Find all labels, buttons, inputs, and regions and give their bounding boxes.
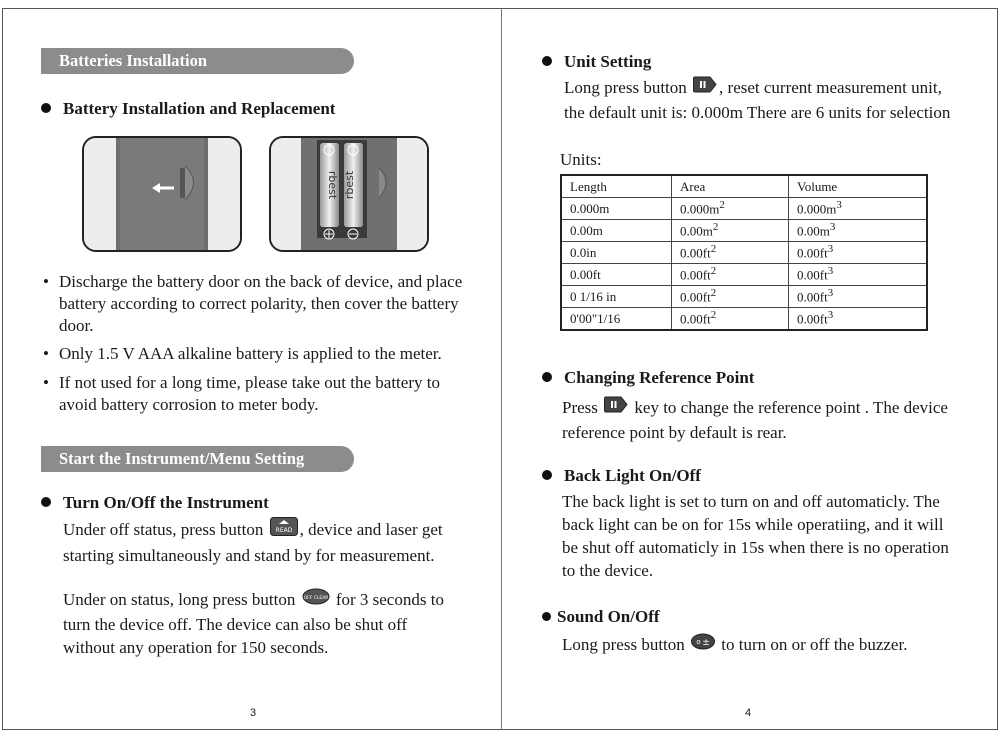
table-cell [561, 264, 672, 286]
section-title: Start the Instrument/Menu Setting [59, 449, 305, 468]
table-cell [561, 242, 672, 264]
cell-text: 0.00ft [797, 311, 828, 327]
table-cell [789, 220, 928, 242]
superscript: 2 [710, 243, 717, 256]
backlight-heading [542, 466, 701, 486]
bullet-dot [542, 470, 552, 480]
table-cell [672, 242, 789, 264]
backlight-text: The back light is set to turn on and off automaticly. The back light can be on for 15s while operatiing, and it will be shut off automaticly in 15s when there is no operation to the device. [562, 492, 949, 580]
cell-text: 0.00ft [680, 267, 711, 283]
unit-setting-heading [542, 52, 651, 72]
superscript: 3 [827, 265, 834, 278]
reference-button-icon [604, 396, 628, 419]
reference-point-text [562, 396, 962, 444]
table-row [561, 198, 927, 220]
table-cell [789, 242, 928, 264]
cell-text: 0.000m [570, 200, 610, 216]
bullet-text: If not used for a long time, please take out the battery to avoid battery corrosion to meter body. [59, 373, 440, 414]
superscript: 2 [719, 199, 725, 212]
superscript: 3 [827, 287, 834, 300]
table-row [561, 308, 927, 331]
heading-text: Sound On/Off [557, 607, 660, 626]
section-title: Batteries Installation [59, 51, 208, 70]
battery-heading [41, 99, 335, 119]
cell-text: 0.00m [680, 223, 713, 239]
text: Press [562, 398, 598, 417]
page-number: 3 [250, 707, 257, 719]
bullet-dot [41, 103, 51, 113]
heading-text: Changing Reference Point [564, 368, 755, 387]
battery-brand-label: rbest [326, 170, 339, 200]
cell-text: 0.00m [797, 223, 830, 239]
battery-brand-label: rbest [343, 170, 356, 200]
icon-label: OFF CLEAR [303, 595, 329, 601]
cell-text: 0.00ft [570, 266, 601, 282]
text: Long press button [562, 635, 685, 654]
superscript: 3 [827, 243, 834, 256]
text: for 3 seconds to turn the device off. The device can also be shut off without any operation for 150 seconds. [63, 590, 444, 657]
text: , reset current measurement unit, the default unit is: 0.000m There are 6 units for selection [564, 78, 951, 122]
table-cell [789, 264, 928, 286]
read-button-icon [270, 517, 298, 542]
cell-text: 0.00ft [680, 311, 711, 327]
cell-text: 0.000m [680, 201, 720, 217]
bullet-dot [542, 56, 552, 66]
units-table [560, 174, 928, 331]
table-cell [672, 308, 789, 331]
cell-text: 0.00ft [680, 245, 711, 261]
section-header-batteries [41, 48, 354, 74]
superscript: 3 [827, 309, 834, 322]
text: key to change the reference point . The device reference point by default is rear. [562, 398, 948, 442]
text: Under on status, long press button [63, 590, 296, 609]
table-row [561, 220, 927, 242]
battery-bullet-3: • If not used for a long time, please take out the battery to avoid battery corrosion to meter body. [43, 373, 440, 414]
superscript: 3 [829, 221, 836, 234]
table-row [561, 242, 927, 264]
unit-button-icon [693, 76, 717, 99]
column-header: Volume [789, 175, 928, 198]
table-cell [672, 286, 789, 308]
superscript: 2 [710, 309, 717, 322]
sound-heading [542, 607, 660, 627]
cell-text: 0.00ft [797, 289, 828, 305]
cell-text: 0.000m [797, 201, 837, 217]
heading-text: Unit Setting [564, 52, 652, 71]
table-row [561, 264, 927, 286]
table-cell [789, 198, 928, 220]
text: Long press button [564, 78, 687, 97]
table-cell [561, 286, 672, 308]
battery-door-closed-image [82, 136, 242, 252]
turn-on-paragraph-2 [63, 588, 455, 659]
text: , device and laser get starting simultaneously and stand by for measurement. [63, 520, 443, 565]
cell-text: 0.00ft [680, 289, 711, 305]
svg-text:±: ± [702, 637, 710, 648]
turn-on-heading [41, 493, 269, 513]
off-clear-button-icon [302, 588, 330, 611]
battery-compartment-open-image [269, 136, 429, 252]
heading-text: Turn On/Off the Instrument [63, 493, 269, 512]
left-page [2, 8, 501, 730]
battery-bullet-2: • Only 1.5 V AAA alkaline battery is applied to the meter. [43, 344, 442, 363]
right-page [501, 8, 998, 730]
bullet-text: Discharge the battery door on the back of device, and place battery according to correct polarity, then cover the battery door. [59, 272, 463, 335]
superscript: 2 [710, 265, 717, 278]
unit-setting-text [564, 76, 964, 124]
cell-text: 0 1/16 in [570, 288, 617, 304]
text: to turn on or off the buzzer. [721, 635, 908, 654]
turn-on-paragraph-1 [63, 518, 455, 567]
sound-text [562, 633, 962, 658]
battery-bullet-1: • Discharge the battery door on the back of device, and place battery according to correct polarity, then cover the battery door. [43, 272, 463, 335]
cell-text: 0'00"1/16 [570, 310, 621, 326]
table-row [561, 286, 927, 308]
superscript: 2 [710, 287, 717, 300]
svg-text:o: o [696, 637, 701, 646]
reference-point-heading [542, 368, 754, 388]
bullet-text: Only 1.5 V AAA alkaline battery is applied to the meter. [59, 344, 442, 363]
section-header-start [41, 446, 354, 472]
icon-label: READ [275, 526, 292, 534]
cell-text: 0.00m [570, 222, 603, 238]
page-number: 4 [745, 707, 752, 719]
cell-text: 0.00ft [797, 267, 828, 283]
bullet-dot [542, 612, 551, 621]
heading-text: Battery Installation and Replacement [63, 99, 336, 118]
superscript: 2 [712, 221, 719, 234]
table-cell [561, 308, 672, 331]
table-cell [561, 198, 672, 220]
heading-text: Back Light On/Off [564, 466, 701, 485]
bullet-dot [41, 497, 51, 507]
column-header: Area [672, 175, 789, 198]
table-cell [672, 198, 789, 220]
table-cell [561, 220, 672, 242]
table-cell [789, 308, 928, 331]
column-header: Length [561, 175, 672, 198]
text: Under off status, press button [63, 520, 264, 539]
cell-text: 0.00ft [797, 245, 828, 261]
table-cell [672, 264, 789, 286]
table-cell [672, 220, 789, 242]
buzzer-button-icon [691, 633, 715, 656]
units-label: Units: [560, 150, 602, 169]
bullet-dot [542, 372, 552, 382]
superscript: 3 [836, 199, 842, 212]
table-header-row [561, 175, 927, 198]
cell-text: 0.0in [570, 244, 597, 260]
table-cell [789, 286, 928, 308]
